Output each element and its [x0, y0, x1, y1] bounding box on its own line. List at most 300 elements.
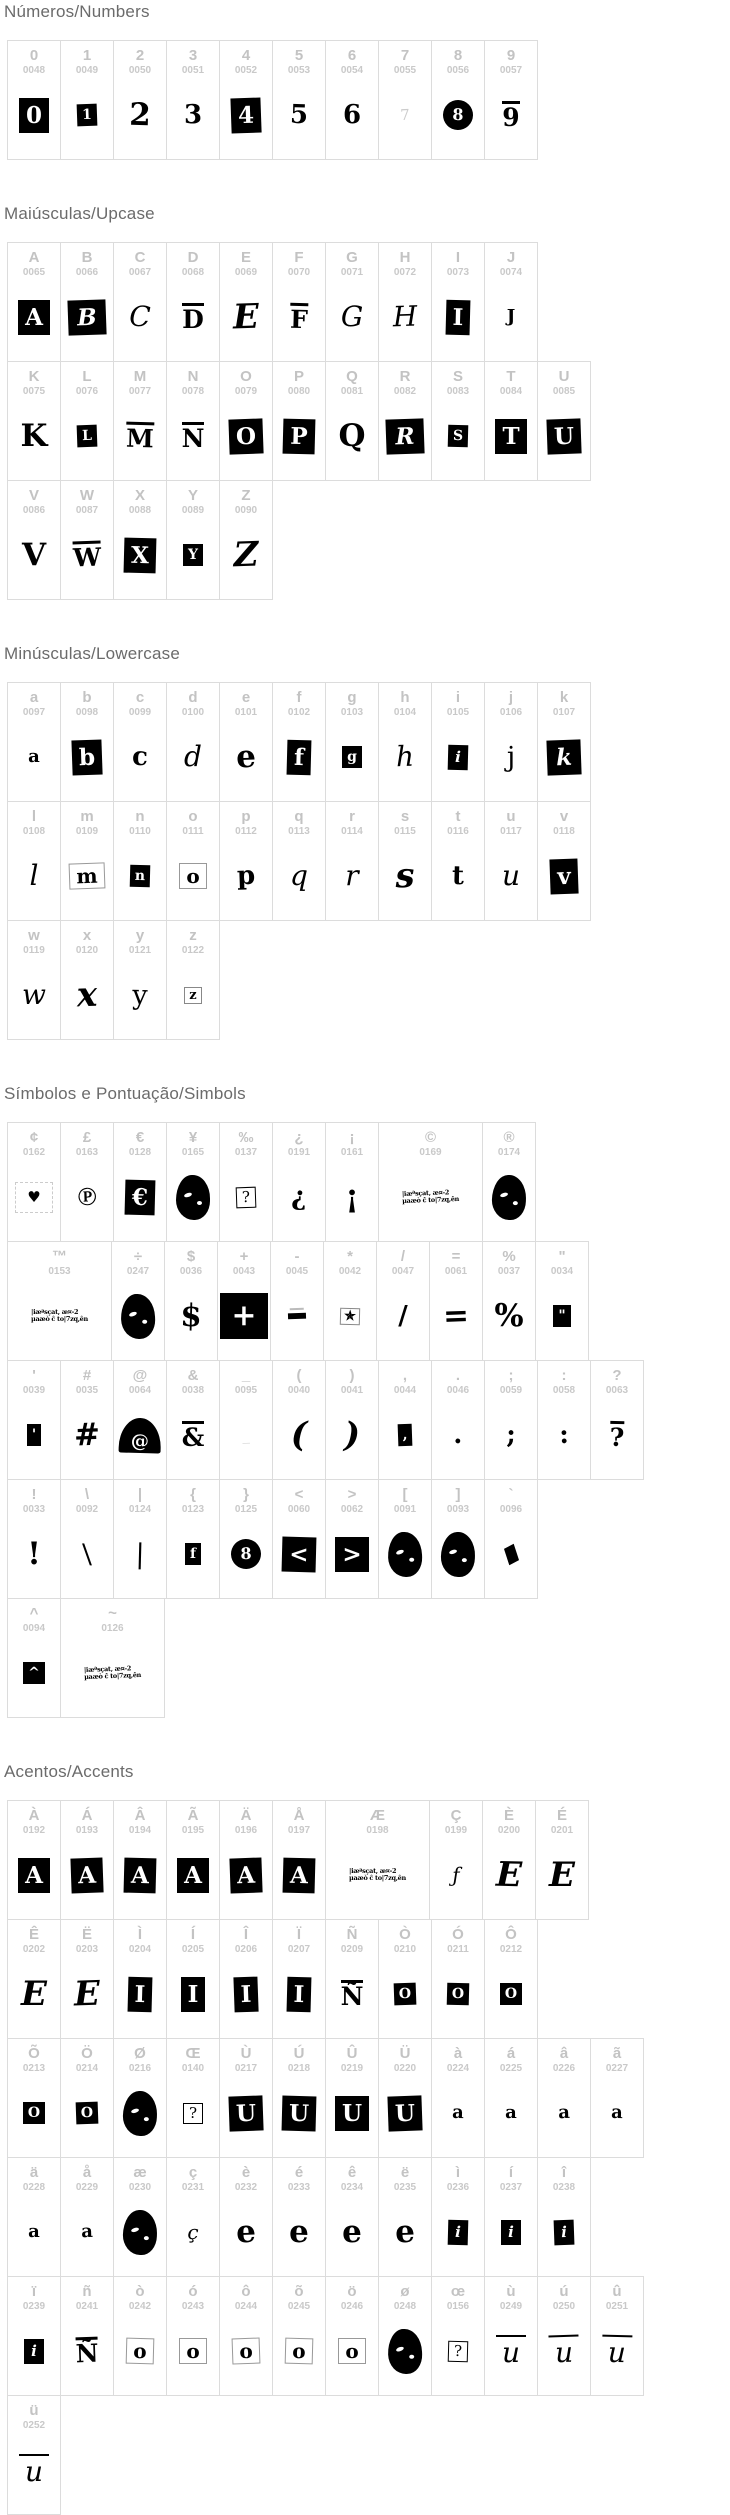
glyph-area	[219, 2193, 274, 2271]
cell-character: è	[241, 2164, 251, 2181]
glyph-script-lg: s	[394, 855, 416, 897]
cell-character: e	[241, 689, 251, 706]
glyph-inv: A	[283, 1857, 316, 1893]
glyph-script-bar: u	[496, 2335, 526, 2367]
glyph-area	[113, 2193, 167, 2270]
cell-code: 0210	[393, 1944, 417, 1955]
glyph-mark	[503, 1543, 518, 1565]
cell-character: õ	[294, 2283, 304, 2300]
glyph-inv-sm: ,	[397, 1424, 413, 1447]
glyph-inv-sm: ^	[23, 1662, 45, 1684]
glyph-script: r	[345, 859, 359, 892]
char-cell	[325, 2157, 379, 2277]
char-row	[7, 1242, 730, 1361]
glyph-inv: U	[228, 2095, 263, 2131]
cell-code: 0252	[22, 2420, 46, 2431]
glyph-area	[378, 1396, 433, 1474]
glyph-inv-sm: O	[500, 1983, 522, 2005]
glyph-boxed: m	[69, 862, 105, 889]
cell-code: 0089	[181, 505, 205, 516]
char-cell	[429, 1241, 483, 1361]
char-cell	[217, 1241, 271, 1361]
glyph-area	[326, 2194, 378, 2270]
cell-code: 0241	[75, 2301, 99, 2312]
cell-code: 0080	[287, 386, 311, 397]
glyph-script: u	[501, 859, 521, 892]
char-cell	[484, 2038, 538, 2158]
glyph-area	[378, 2312, 433, 2390]
char-table	[7, 242, 730, 600]
glyph-area	[485, 1397, 537, 1473]
glyph-area	[167, 1159, 219, 1235]
cell-character: í	[508, 2164, 514, 2181]
glyph-area	[164, 1277, 218, 1354]
char-cell	[60, 2157, 114, 2277]
glyph-inv-script-sm: i	[24, 2339, 44, 2364]
char-cell	[272, 682, 326, 802]
cell-character: L	[82, 368, 92, 385]
glyph-area	[378, 397, 433, 475]
cell-code: 0207	[287, 1944, 311, 1955]
glyph-bar	[288, 1313, 306, 1320]
glyph-script-lg: (	[290, 1414, 308, 1456]
glyph-area	[272, 1836, 326, 1913]
glyph-area	[60, 1955, 115, 2033]
section-numbers	[4, 2, 730, 160]
cell-character: é	[294, 2164, 304, 2181]
char-cell	[219, 1360, 273, 1480]
glyph-script-lg: E	[21, 1974, 47, 2014]
cell-code: 0074	[499, 267, 523, 278]
cell-code: 0125	[234, 1504, 258, 1515]
glyph-plain-bar: M	[125, 423, 155, 453]
char-cell	[325, 1122, 379, 1242]
glyph-area	[482, 1836, 536, 1913]
glyph-script: h	[395, 739, 415, 774]
cell-code: 0069	[234, 267, 258, 278]
cell-character: ò	[135, 2283, 145, 2300]
cell-character: K	[28, 368, 40, 385]
glyph-boxed: o	[179, 863, 206, 889]
cell-character: o	[188, 808, 198, 825]
cell-code: 0094	[22, 1623, 46, 1634]
cell-code: 0112	[235, 826, 257, 837]
cell-code: 0220	[393, 2063, 417, 2074]
char-cell	[378, 1479, 432, 1599]
glyph-area	[429, 1277, 484, 1355]
glyph-inv-script: k	[546, 739, 581, 775]
glyph-area	[272, 2312, 326, 2389]
glyph-plain: 5	[289, 99, 309, 131]
glyph-faint: 7	[399, 105, 411, 124]
glyph-area	[485, 719, 537, 795]
glyph-script-lg: E	[73, 1973, 101, 2015]
glyph-area	[219, 76, 274, 154]
glyph-area	[431, 1955, 485, 2032]
glyph-area	[60, 956, 115, 1034]
glyph-inv: >	[335, 1537, 368, 1572]
cell-code: 0244	[234, 2301, 258, 2312]
cell-character: ù	[506, 2283, 516, 2300]
glyph-area	[167, 2313, 219, 2389]
cell-code: 0070	[287, 267, 311, 278]
glyph-faint: _	[241, 1425, 251, 1444]
char-row	[7, 481, 730, 600]
glyph-area	[113, 1158, 167, 1235]
char-row	[7, 1122, 730, 1242]
glyph-inv-sm: O	[394, 1983, 417, 2006]
cell-code: 0251	[605, 2301, 629, 2312]
char-cell	[378, 2038, 432, 2158]
cell-code: 0073	[446, 267, 470, 278]
char-cell	[484, 1919, 538, 2039]
glyph-area	[485, 2313, 537, 2389]
cell-code: 0092	[75, 1504, 99, 1515]
glyph-area	[378, 278, 433, 356]
glyph-boxed: o	[126, 2338, 154, 2365]
glyph-area	[326, 719, 378, 795]
cell-character: Ñ	[346, 1926, 358, 1943]
char-cell	[537, 2276, 591, 2396]
cell-code: 0163	[75, 1147, 99, 1158]
cell-code: 0239	[22, 2301, 46, 2312]
glyph-area	[219, 2312, 274, 2390]
glyph-area	[113, 76, 167, 153]
char-cell	[60, 920, 114, 1040]
char-row	[7, 682, 730, 802]
cell-code: 0058	[552, 1385, 576, 1396]
char-cell	[431, 1919, 485, 2039]
glyph-plain-lg: e	[394, 2213, 416, 2250]
cell-code: 0203	[75, 1944, 99, 1955]
cell-character: 6	[347, 47, 357, 64]
glyph-inv-sm: f	[185, 1543, 201, 1565]
char-cell	[482, 1241, 536, 1361]
char-cell	[219, 2276, 273, 2396]
cell-character: w	[28, 927, 40, 944]
cell-code: 0126	[101, 1623, 124, 1634]
glyph-plain-lg: =	[442, 1297, 470, 1334]
char-cell	[60, 1919, 114, 2039]
cell-character: A	[28, 249, 40, 266]
cell-code: 0115	[394, 826, 416, 837]
char-cell	[7, 1360, 61, 1480]
char-cell	[378, 1360, 432, 1480]
cell-code: 0107	[552, 707, 576, 718]
cell-character: r	[349, 808, 355, 825]
cell-character: Ø	[134, 2045, 146, 2062]
cell-code: 0224	[446, 2063, 470, 2074]
cell-character: Ã	[187, 1807, 199, 1824]
cell-code: 0062	[340, 1504, 364, 1515]
mask-glyph	[122, 2090, 157, 2136]
cell-code: 0078	[181, 386, 205, 397]
glyph-area	[326, 1159, 378, 1235]
char-cell	[113, 1122, 167, 1242]
char-row	[7, 1599, 730, 1718]
glyph-inv: 0	[19, 98, 49, 133]
char-cell	[219, 1800, 273, 1920]
cell-character: "	[558, 1248, 566, 1265]
cell-character: <	[294, 1486, 304, 1503]
cell-character: Ç	[450, 1807, 462, 1824]
cell-code: 0234	[340, 2182, 364, 2193]
glyph-area	[272, 278, 326, 355]
glyph-inv-sm: O	[447, 1983, 470, 2006]
char-cell	[484, 1479, 538, 1599]
char-cell	[7, 801, 61, 921]
cell-code: 0055	[393, 65, 417, 76]
cell-code: 0237	[499, 2182, 523, 2193]
cell-code: 0250	[552, 2301, 576, 2312]
cell-code: 0096	[499, 1504, 523, 1515]
cell-code: 0102	[287, 707, 311, 718]
char-cell	[113, 920, 167, 1040]
cell-code: 0227	[605, 2063, 629, 2074]
char-cell	[113, 480, 167, 600]
cell-character: å	[82, 2164, 92, 2181]
glyph-area	[219, 1515, 274, 1593]
cell-character: Ö	[81, 2045, 93, 2062]
cell-character: ç	[188, 2164, 198, 2181]
char-cell	[537, 2157, 591, 2277]
glyph-area	[378, 1515, 433, 1593]
cell-code: 0248	[393, 2301, 417, 2312]
cell-character: q	[294, 808, 304, 825]
char-cell	[7, 2038, 61, 2158]
char-cell	[60, 1479, 114, 1599]
cell-code: 0081	[340, 386, 364, 397]
char-cell	[113, 2276, 167, 2396]
cell-character: ö	[347, 2283, 357, 2300]
cell-character: 3	[188, 47, 198, 64]
glyph-inv-sm: O	[23, 2102, 45, 2124]
char-cell	[60, 801, 114, 921]
cell-character: S	[452, 368, 463, 385]
cell-character: *	[347, 1248, 353, 1265]
cell-character: U	[558, 368, 570, 385]
glyph-area	[431, 397, 485, 474]
glyph-script-sm: ƒ	[451, 1862, 461, 1888]
glyph-area	[8, 2194, 60, 2270]
cell-code: 0041	[340, 1385, 364, 1396]
glyph-area	[167, 77, 219, 153]
cell-code: 0116	[447, 826, 469, 837]
glyph-area	[167, 398, 219, 474]
glyph-plain-lg: e	[342, 2213, 362, 2250]
char-cell	[166, 682, 220, 802]
cell-character: #	[82, 1367, 92, 1384]
cell-code: 0072	[393, 267, 417, 278]
cell-code: 0121	[128, 945, 152, 956]
cell-character: p	[241, 808, 251, 825]
char-cell	[7, 1598, 61, 1718]
glyph-area	[378, 718, 433, 796]
glyph-inv-sm: 1	[77, 104, 98, 127]
glyph-plain-sm: a	[28, 746, 40, 767]
char-row	[7, 362, 730, 481]
char-cell	[431, 2038, 485, 2158]
glyph-plain-sm: a	[80, 2220, 94, 2243]
cell-code: 0140	[181, 2063, 205, 2074]
glyph-area	[537, 718, 592, 796]
cell-code: 0194	[128, 1825, 152, 1836]
glyph-area	[590, 1396, 644, 1473]
mask-glyph	[122, 2209, 157, 2255]
glyph-plain-bar: 9	[502, 102, 520, 132]
cell-code: 0068	[181, 267, 205, 278]
glyph-script-lg: E	[495, 1854, 523, 1896]
glyph-area	[219, 1158, 274, 1236]
cell-code: 0035	[75, 1385, 99, 1396]
char-cell	[378, 361, 432, 481]
char-cell	[113, 1479, 167, 1599]
glyph-area	[8, 1635, 60, 1711]
cell-character: %	[502, 1248, 516, 1265]
glyph-inv-lg: +	[220, 1293, 267, 1339]
glyph-area	[113, 956, 167, 1033]
glyph-area	[111, 1277, 166, 1355]
glyph-inv: U	[335, 2096, 369, 2131]
glyph-area	[536, 1837, 588, 1913]
section-title: Minúsculas/Lowercase	[4, 644, 180, 663]
char-table	[7, 1800, 730, 2515]
glyph-area	[219, 516, 274, 594]
glyph-boxed: o	[232, 2338, 260, 2365]
cell-code: 0217	[234, 2063, 258, 2074]
cell-code: 0235	[393, 2182, 417, 2193]
cell-character: D	[187, 249, 199, 266]
glyph-plain: 6	[342, 100, 362, 130]
char-cell	[431, 682, 485, 802]
glyph-plain-bar: Ñ	[75, 2338, 99, 2368]
char-cell	[113, 242, 167, 362]
cell-character: )	[349, 1367, 355, 1384]
glyph-area	[8, 2313, 60, 2389]
char-cell	[484, 682, 538, 802]
char-row	[7, 40, 730, 160]
char-cell	[7, 682, 61, 802]
cell-code: 0085	[552, 386, 576, 397]
glyph-inv: I	[127, 1976, 153, 2012]
glyph-area	[219, 718, 274, 796]
cell-code: 0098	[75, 707, 99, 718]
char-cell	[272, 2157, 326, 2277]
cell-character: ?	[612, 1367, 622, 1384]
cell-character: ø	[400, 2283, 410, 2300]
cell-code: 0199	[444, 1825, 468, 1836]
glyph-area	[326, 1837, 429, 1913]
cell-character: >	[347, 1486, 357, 1503]
cell-code: 0238	[552, 2182, 576, 2193]
glyph-area	[219, 397, 274, 475]
glyph-plain-lg: K	[20, 417, 48, 454]
cell-character: .	[455, 1367, 461, 1384]
mask-glyph	[120, 1293, 156, 1339]
glyph-area	[219, 1396, 274, 1474]
glyph-area	[537, 397, 592, 475]
cell-code: 0213	[22, 2063, 46, 2074]
char-cell	[272, 1360, 326, 1480]
glyph-area	[113, 516, 167, 593]
mask-glyph	[176, 1175, 210, 1220]
cell-code: 0051	[181, 65, 205, 76]
glyph-plain-bar: D	[182, 304, 204, 334]
char-cell	[484, 242, 538, 362]
char-row	[7, 2039, 730, 2158]
glyph-area	[8, 1397, 60, 1473]
glyph-script: d	[184, 740, 202, 773]
glyph-script: G	[340, 300, 364, 333]
char-cell	[166, 480, 220, 600]
glyph-area	[60, 837, 115, 915]
cell-code: 0122	[181, 945, 205, 956]
glyph-plain-lg: ¡	[345, 1178, 359, 1215]
glyph-area	[326, 1397, 378, 1473]
cell-character: u	[506, 808, 516, 825]
char-cell	[60, 1598, 165, 1718]
cell-character: ;	[508, 1367, 514, 1384]
cell-character: O	[240, 368, 252, 385]
glyph-inv-circle: 8	[230, 1538, 261, 1569]
char-cell	[537, 361, 591, 481]
char-cell	[219, 40, 273, 160]
char-cell	[164, 1241, 218, 1361]
glyph-area	[8, 517, 60, 593]
cell-code: 0099	[128, 707, 152, 718]
cell-character: ê	[347, 2164, 357, 2181]
glyph-area	[378, 1955, 433, 2033]
char-table	[7, 682, 730, 1040]
cell-code: 0066	[75, 267, 99, 278]
glyph-area	[270, 1277, 325, 1355]
cell-code: 0065	[22, 267, 46, 278]
glyph-area	[536, 1278, 588, 1354]
glyph-area	[8, 1516, 60, 1592]
cell-code: 0050	[128, 65, 152, 76]
glyph-plain-sm: a	[505, 2102, 517, 2123]
cell-code: 0104	[393, 707, 417, 718]
section-title: Maiúsculas/Upcase	[4, 204, 155, 223]
glyph-thin: y	[131, 979, 149, 1011]
glyph-plain-bar: ?	[609, 1422, 625, 1452]
glyph-inv: €	[125, 1179, 156, 1215]
glyph-script: l	[29, 859, 39, 892]
char-cell	[60, 682, 114, 802]
illegible-text-line: µaæò ĉ to|7zq,ên	[84, 1671, 142, 1681]
glyph-area	[8, 838, 60, 914]
cell-character: ô	[241, 2283, 251, 2300]
cell-code: 0219	[340, 2063, 364, 2074]
glyph-inv: T	[495, 419, 526, 454]
cell-character: !	[31, 1486, 37, 1503]
illegible-text-line: µaæò ĉ to|7zq,ên	[31, 1315, 88, 1323]
glyph-area	[485, 838, 537, 914]
char-cell	[537, 682, 591, 802]
glyph-area	[272, 1955, 326, 2032]
cell-character: ë	[400, 2164, 410, 2181]
glyph-area	[219, 1955, 274, 2033]
char-cell	[219, 801, 273, 921]
char-cell	[166, 1800, 220, 1920]
cell-character: ^	[29, 1605, 39, 1622]
cell-code: 0046	[446, 1385, 470, 1396]
cell-code: 0117	[500, 826, 522, 837]
cell-code: 0063	[605, 1385, 629, 1396]
char-cell	[484, 2157, 538, 2277]
char-cell	[535, 1800, 589, 1920]
cell-code: 0124	[128, 1504, 152, 1515]
